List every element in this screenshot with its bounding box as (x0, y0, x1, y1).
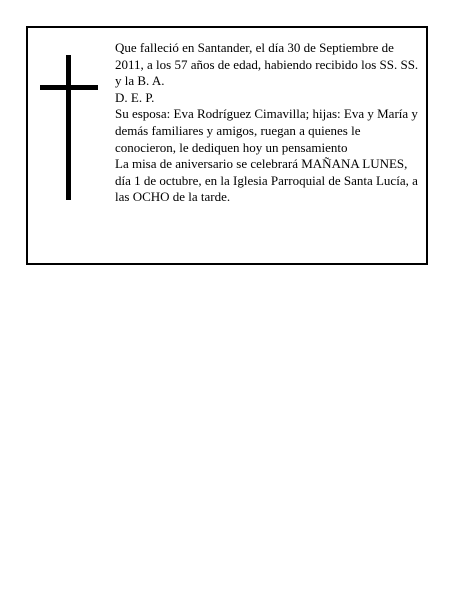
obituary-notice (26, 26, 428, 265)
mass-announcement: La misa de aniversario se celebrará MAÑANA LUNES, día 1 de octubre, en la Iglesia Parroquial de Santa Lucía, a las OCHO de la tarde. (115, 156, 418, 205)
family-message: Su esposa: Eva Rodríguez Cimavilla; hijas: Eva y María y demás familiares y amigos, ruegan a quienes le conocieron, le dediquen hoy un pensamiento (115, 106, 418, 155)
rest-in-peace: D. E. P. (115, 89, 155, 105)
obituary-text (115, 40, 423, 206)
death-announcement: Que falleció en Santander, el día 30 de Septiembre de 2011, a los 57 años de edad, habiendo recibido los SS. SS. y la B. A. (115, 40, 419, 89)
cross-icon (40, 55, 98, 200)
cross-horizontal-bar (40, 85, 98, 90)
cross-vertical-bar (66, 55, 71, 200)
